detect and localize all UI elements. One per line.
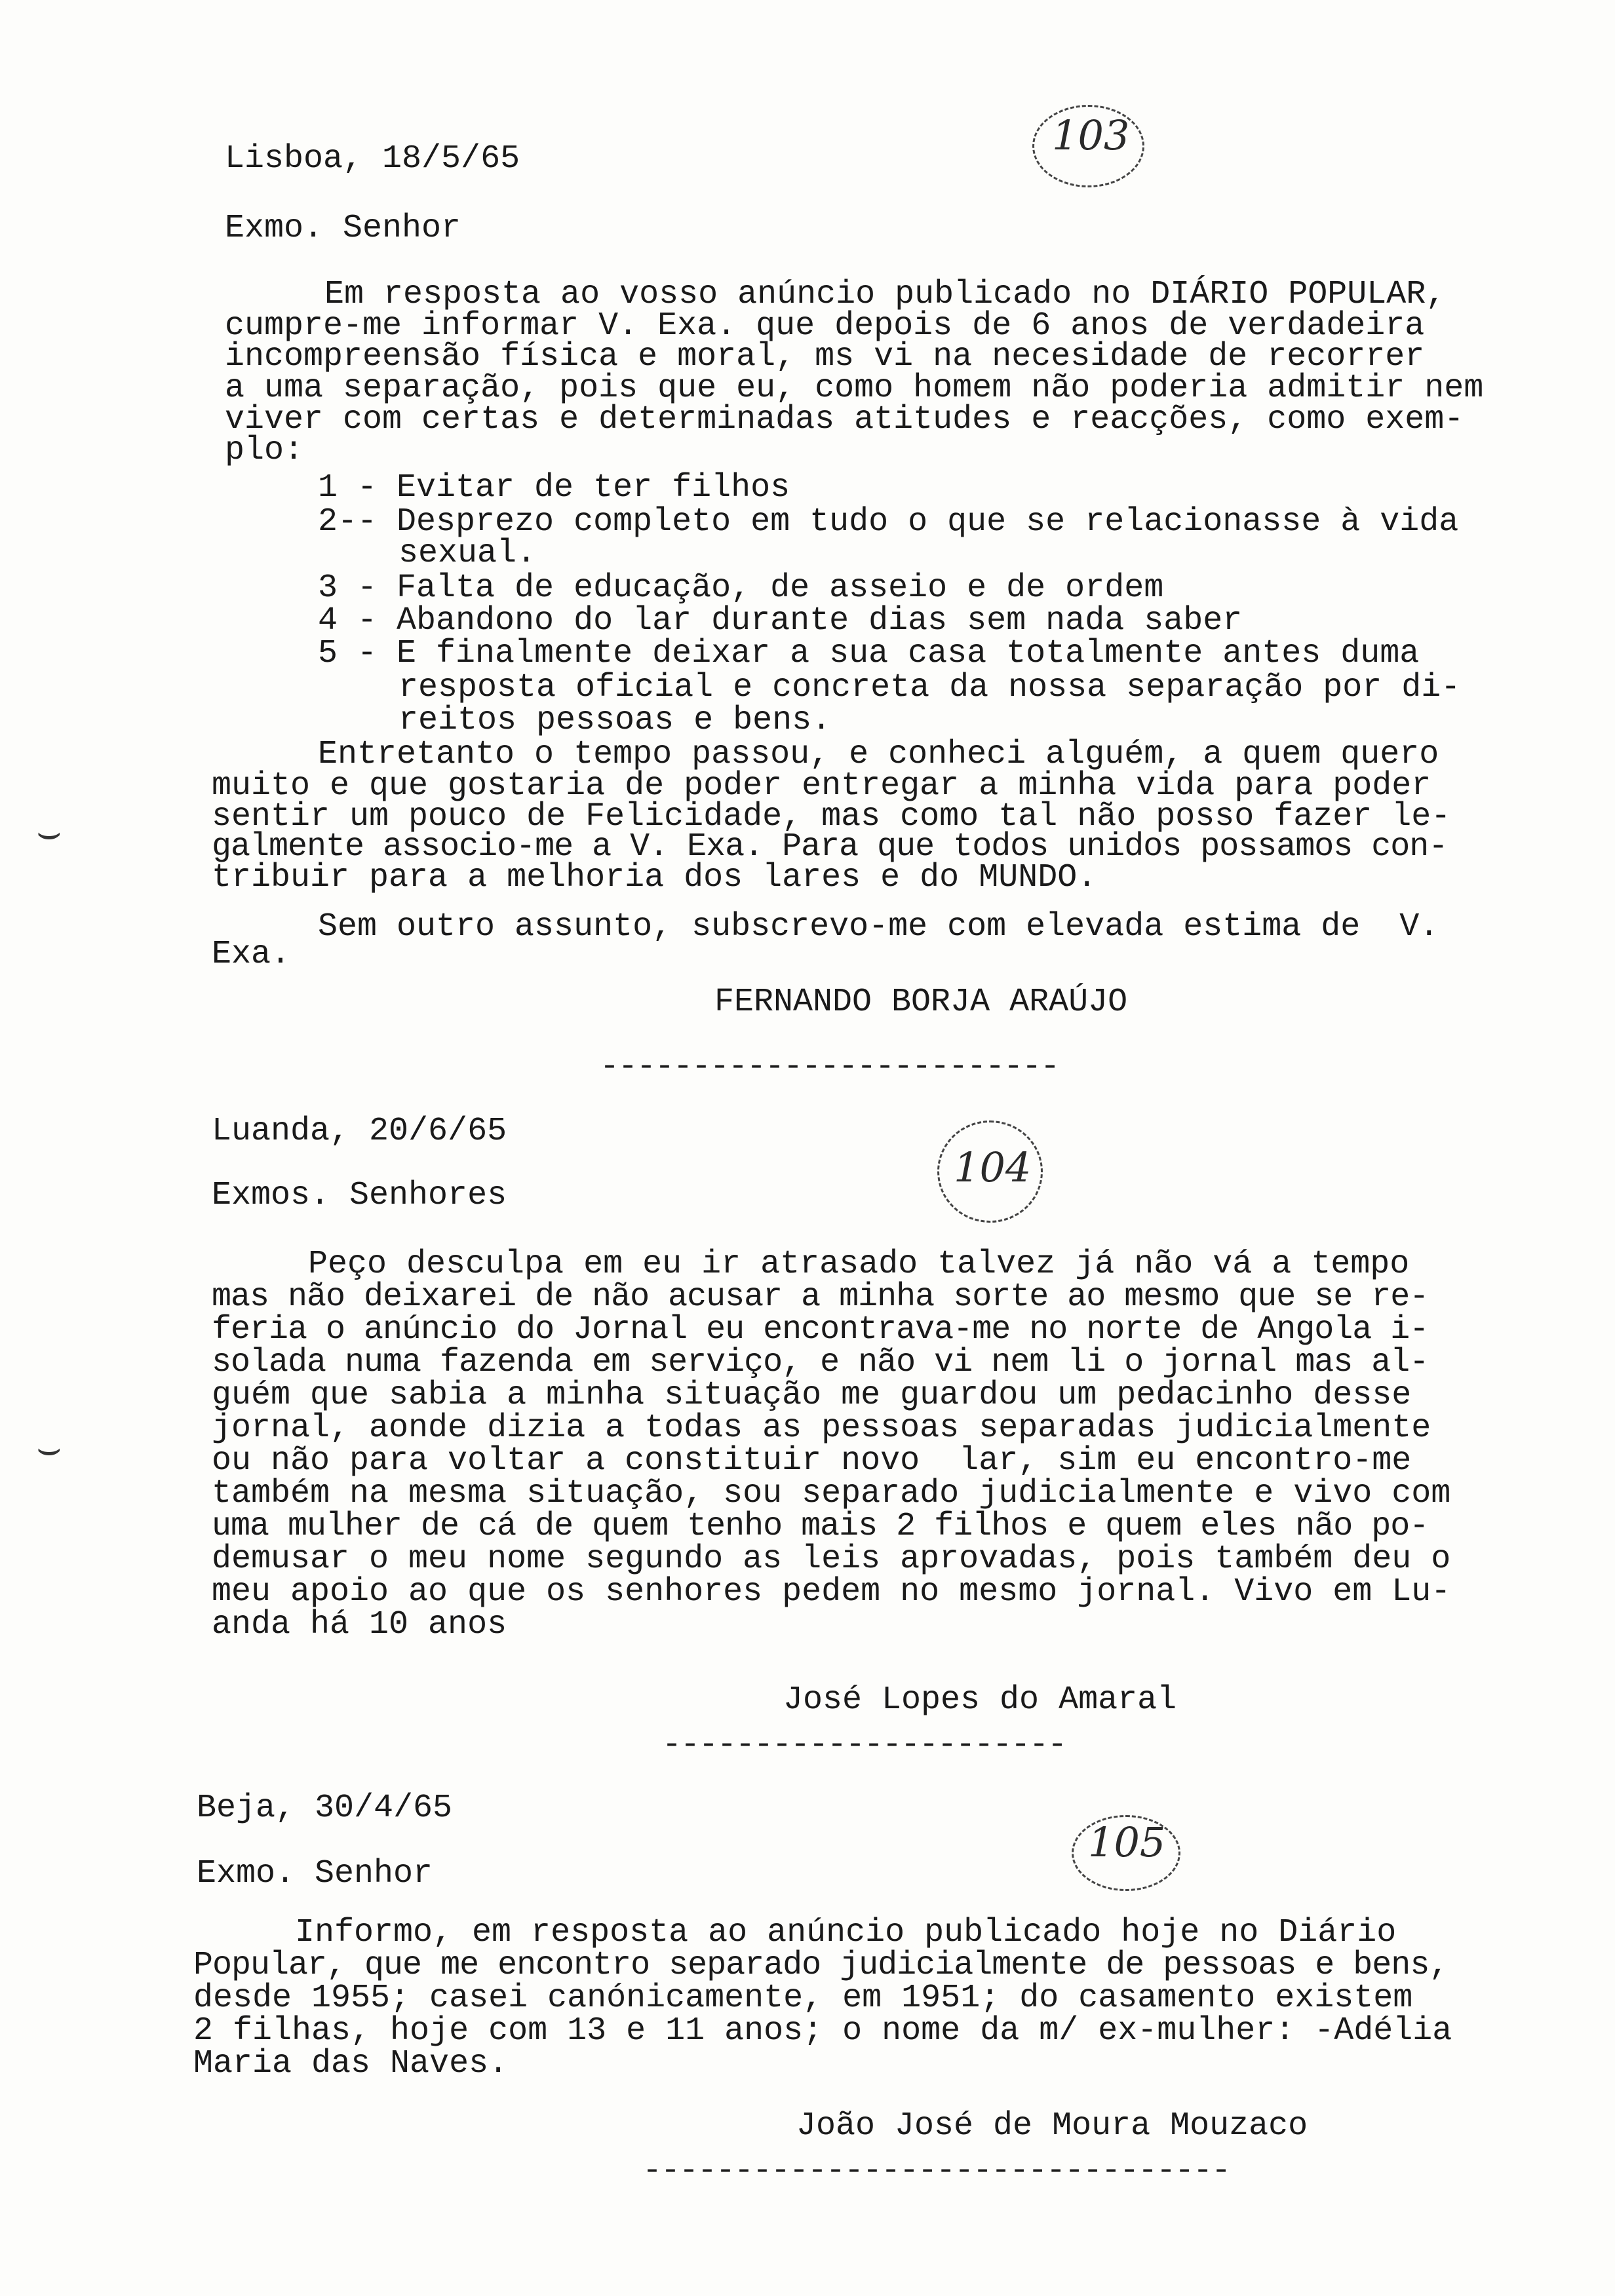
- separator: -------------------------: [600, 1048, 1059, 1086]
- body-line: ou não para voltar a constituir novo lar, sim eu encontro-me: [212, 1442, 1412, 1480]
- body-line: viver com certas e determinadas atitudes e reacções, como exem-: [225, 401, 1464, 438]
- salutation: Exmo. Senhor: [225, 210, 461, 247]
- body-line: Em resposta ao vosso anúncio publicado no DIÁRIO POPULAR,: [324, 276, 1446, 313]
- body-line: Informo, em resposta ao anúncio publicado hoje no Diário: [295, 1914, 1397, 1951]
- body-line: também na mesma situação, sou separado judicialmente e vivo com: [212, 1475, 1451, 1512]
- body-line: Peço desculpa em eu ir atrasado talvez já não vá a tempo: [308, 1246, 1410, 1283]
- list-item: 3 - Falta de educação, de asseio e de ordem: [318, 569, 1164, 607]
- body-line: feria o anúncio do Jornal eu encontrava-me no norte de Angola i-: [212, 1311, 1429, 1349]
- body-line: incompreensão física e moral, ms vi na necesidade de recorrer: [225, 338, 1425, 375]
- list-item-continuation: reitos pessoas e bens.: [399, 702, 832, 739]
- body-line: uma mulher de cá de quem tenho mais 2 filhos e quem eles não po-: [212, 1508, 1429, 1545]
- list-item: 4 - Abandono do lar durante dias sem nada saber: [318, 602, 1243, 640]
- page-number: 105: [1088, 1818, 1166, 1866]
- place-date: Lisboa, 18/5/65: [225, 140, 520, 178]
- list-item: 2-- Desprezo completo em tudo o que se relacionasse à vida: [318, 503, 1459, 541]
- body-line: jornal, aonde dizia a todas as pessoas separadas judicialmente: [212, 1409, 1431, 1447]
- salutation: Exmo. Senhor: [197, 1855, 433, 1892]
- place-date: Luanda, 20/6/65: [212, 1113, 507, 1150]
- list-item-continuation: resposta oficial e concreta da nossa separação por di-: [399, 669, 1461, 706]
- body-line: Exa.: [212, 936, 291, 973]
- body-line: Popular, que me encontro separado judicialmente de pessoas e bens,: [193, 1947, 1449, 1984]
- body-line: mas não deixarei de não acusar a minha sorte ao mesmo que se re-: [212, 1278, 1429, 1316]
- body-line: demusar o meu nome segundo as leis aprovadas, pois também deu o: [212, 1540, 1451, 1578]
- signature: José Lopes do Amaral: [783, 1681, 1177, 1719]
- body-line: guém que sabia a minha situação me guardou um pedacinho desse: [212, 1377, 1412, 1414]
- body-line: muito e que gostaria de poder entregar a minha vida para poder: [212, 767, 1431, 805]
- body-line: a uma separação, pois que eu, como homem não poderia admitir nem: [225, 370, 1484, 407]
- body-line: cumpre-me informar V. Exa. que depois de 6 anos de verdadeira: [225, 307, 1425, 345]
- separator: --------------------------------: [642, 2152, 1230, 2190]
- place-date: Beja, 30/4/65: [197, 1789, 453, 1827]
- margin-mark: ⌣: [36, 809, 62, 855]
- body-line: 2 filhas, hoje com 13 e 11 anos; o nome da m/ ex-mulher: -Adélia: [193, 2012, 1452, 2050]
- body-line: desde 1955; casei canónicamente, em 1951; do casamento existem: [193, 1980, 1413, 2017]
- body-line: tribuir para a melhoria dos lares e do MUNDO.: [212, 859, 1097, 896]
- page-number: 104: [954, 1143, 1032, 1191]
- signature: João José de Moura Mouzaco: [796, 2107, 1308, 2145]
- page-number: 103: [1052, 111, 1130, 159]
- list-item: 5 - E finalmente deixar a sua casa totalmente antes duma: [318, 635, 1420, 672]
- body-line: plo:: [225, 432, 304, 469]
- list-item: 1 - Evitar de ter filhos: [318, 469, 790, 507]
- body-line: Entretanto o tempo passou, e conheci alguém, a quem quero: [318, 736, 1439, 773]
- salutation: Exmos. Senhores: [212, 1177, 507, 1214]
- body-line: galmente associo-me a V. Exa. Para que todos unidos possamos con-: [212, 828, 1448, 866]
- body-line: solada numa fazenda em serviço, e não vi nem li o jornal mas al-: [212, 1344, 1429, 1381]
- body-line: Maria das Naves.: [193, 2045, 509, 2082]
- body-line: anda há 10 anos: [212, 1606, 507, 1643]
- body-line: meu apoio ao que os senhores pedem no mesmo jornal. Vivo em Lu-: [212, 1573, 1451, 1611]
- body-line: sentir um pouco de Felicidade, mas como tal não posso fazer le-: [212, 798, 1451, 835]
- signature: FERNANDO BORJA ARAÚJO: [714, 984, 1128, 1021]
- separator: ----------------------: [662, 1727, 1066, 1764]
- body-line: Sem outro assunto, subscrevo-me com elevada estima de V.: [318, 908, 1439, 946]
- list-item-continuation: sexual.: [399, 535, 537, 572]
- margin-mark: ⌣: [36, 1425, 62, 1471]
